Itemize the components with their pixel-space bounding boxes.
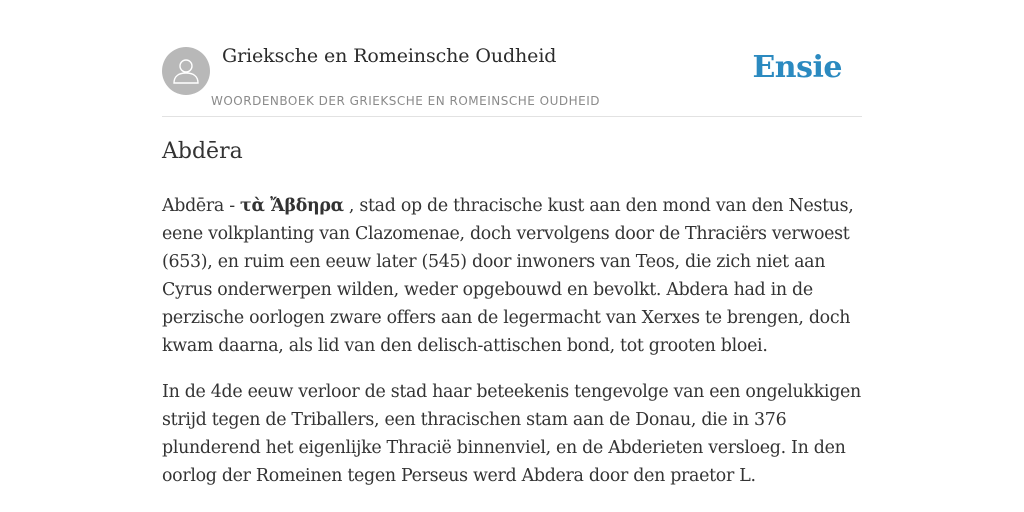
headword-separator: -	[224, 196, 241, 216]
avatar[interactable]	[162, 47, 210, 95]
article-body	[162, 192, 862, 508]
site-subtitle: WOORDENBOEK DER GRIEKSCHE EN ROMEINSCHE OUDHEID	[211, 94, 601, 108]
user-icon	[162, 47, 210, 95]
header	[162, 0, 862, 117]
greek-term: τὰ Ἄβδηρα	[240, 196, 344, 216]
brand-logo[interactable]: Ensie	[752, 50, 842, 85]
headword: Abdēra	[162, 196, 224, 216]
site-title[interactable]: Grieksche en Romeinsche Oudheid	[222, 45, 557, 67]
entry-title: Abdēra	[162, 139, 243, 164]
paragraph-1-text: , stad op de thracische kust aan den mond van den Nestus, eene volkplanting van Clazomenae, doch vervolgens door de Thraciërs verwoest (653), en ruim een eeuw later (545) door inwoners van Teos, die zich niet aan Cyrus onderwerpen wilden, weder opgebouwd en bevolkt. Abdera had in de perzische oorlogen zware offers aan de legermacht van Xerxes te brengen, doch kwam daarna, als lid van den delisch-attischen bond, tot grooten bloei.	[162, 196, 854, 356]
article-paragraph-2: In de 4de eeuw verloor de stad haar beteekenis tengevolge van een ongelukkigen strijd tegen de Triballers, een thracischen stam aan de Donau, die in 376 plunderend het eigenlijke Thracië binnenviel, en de Abderieten versloeg. In den oorlog der Romeinen tegen Perseus werd Abdera door den praetor L.	[162, 382, 861, 486]
article-paragraph-1	[162, 192, 862, 360]
